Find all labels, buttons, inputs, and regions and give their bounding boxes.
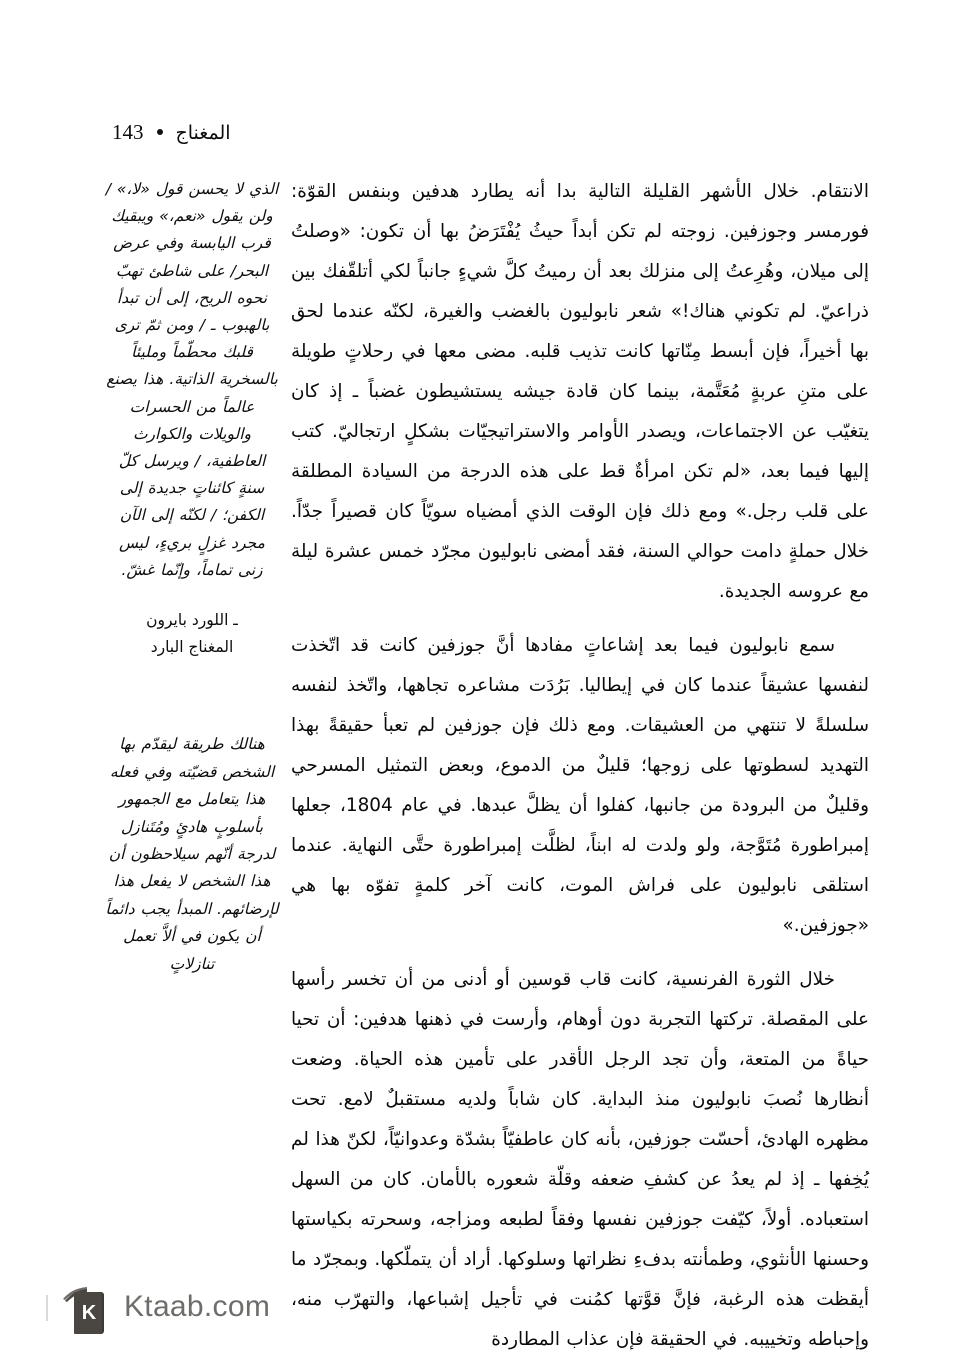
sidebar-spacer bbox=[104, 661, 280, 731]
main-text-column bbox=[291, 172, 869, 1360]
sidebar-quote-column bbox=[104, 176, 280, 978]
epigraph-attribution bbox=[104, 607, 280, 661]
page-number: 143 bbox=[112, 120, 144, 144]
epigraph-attribution-author: ـ اللورد بايرون bbox=[146, 611, 238, 630]
bullet-dot-icon bbox=[157, 129, 163, 135]
epigraph-attribution-source: المغناج البارد bbox=[150, 638, 234, 657]
marginal-note-text: هنالك طريقة ليقدّم بها الشخص قضيّته وفي فعله هذا يتعامل مع الجمهور بأسلوبٍ هادئٍ ومُتَنازل لدرجة أنّهم سيلاحظون أن هذا الشخص لا يفعل هذا لإرضائهم. المبدأ يجب دائماً أن يكون في ألاَّ تعمل تنازلاتٍ bbox=[105, 735, 279, 973]
open-book-icon bbox=[62, 1280, 110, 1334]
epigraph-poem-text: الذي لا يحسن قول «لا،» / ولن يقول «نعم،» ويبقيك قرب اليابسة وفي عرض البحر/ على شاطئ تهبّ نحوه الريح، إلى أن تبدأ بالهبوب ـ / ومن ثمّ ترى قلبك محطّماً ومليئاً بالسخرية الذاتية. هذا يصنع عالماً من الحسرات والويلات والكوارث العاطفية، / ويرسل كلّ سنةٍ كائناتٍ جديدة إلى الكفن؛ / لكنّه إلى الآن مجرد غزلٍ بريءٍ، ليس زنى تماماً، وإنّما غشّ. bbox=[105, 180, 279, 579]
body-paragraph: سمع نابوليون فيما بعد إشاعاتٍ مفادها أنَّ جوزفين كانت قد اتّخذت لنفسها عشيقاً عندما كان في إيطاليا. بَرُدَت مشاعره تجاهها، واتّخذ لنفسه سلسلةً لا تنتهي من العشيقات. ومع ذلك فإن جوزفين لم تعبأ حقيقةً بهذا التهديد لسطوتها على زوجها؛ قليلٌ من الدموع، وبعض التمثيل المسرحي وقليلٌ من البرودة من جانبها، كفلوا أن يظلَّ عبدها. في عام 1804، جعلها إمبراطورة مُتَوَّجة، ولو ولدت له ابناً، لظلَّت إمبراطورة حتَّى النهاية. عندما استلقى نابوليون على فراش الموت، كانت آخر كلمةٍ تفوّه بها هي «جوزفين.» bbox=[291, 635, 869, 936]
epigraph-block bbox=[104, 176, 280, 661]
logo-letter: K bbox=[81, 1302, 97, 1324]
page-edge-tick bbox=[46, 1295, 48, 1321]
site-wordmark: Ktaab.com bbox=[124, 1290, 271, 1323]
body-paragraph: خلال الثورة الفرنسية، كانت قاب قوسين أو أدنى من أن تخسر رأسها على المقصلة. تركتها التجربة دون أوهام، وأرست في ذهنها هدفين: أن تحيا حياةً من المتعة، وأن تجد الرجل الأقدر على تأمين هذه الحياة. وضعت أنظارها نُصبَ نابوليون منذ البداية. كان شاباً ولديه مستقبلٌ لامع. تحت مظهره الهادئ، أحسّت جوزفين، بأنه كان عاطفيّاً بشدّة وعدوانيّاً، لكنّ هذا لم يُخِفها ـ إذ لم يعدُ عن كشفِ ضعفه وقلّة شعوره بالأمان. كان من السهل استعباده. أولاً، كيّفت جوزفين نفسها وفقاً لطبعه ومزاجه، وسحرته بكياستها وحسنها الأنثوي، وطمأنته بدفءِ نظراتها وسلوكها. أراد أن يتملّكها. وبمجرّد ما أيقظت هذه الرغبة، فإنَّ قوَّتها كمُنت في تأجيل إشباعها، والتهرّب منه، وإحباطه وتخييبه. في الحقيقة فإن عذاب المطاردة bbox=[291, 969, 869, 1350]
site-watermark bbox=[62, 1280, 270, 1334]
running-head bbox=[112, 122, 432, 143]
body-paragraph: الانتقام. خلال الأشهر القليلة التالية بدا أنه يطارد هدفين وبنفس القوّة: فورمسر وجوزفين. زوجته لم تكن أبداً حيثُ يُفْتَرَضُ بها أن تكون: «وصلتُ إلى ميلان، وهُرِعتُ إلى منزلك بعد أن رميتُ كلَّ شيءٍ جانباً لكي أتلقّفك بين ذراعيّ. لم تكوني هناك!» شعر نابوليون بالغضب والغيرة، لكنّه عندما لحق بها أخيراً، فإن أبسط مِنّاتها كانت تذيب قلبه. مضى معها في رحلاتٍ طويلة على متنِ عربةٍ مُعَتَّمة، بينما كان قادة جيشه يستشيطون غضباً ـ إذ كان يتغيّب عن الاجتماعات، ويصدر الأوامر والاستراتيجيّات بشكلٍ ارتجاليّ. كتب إليها فيما بعد، «لم تكن امرأةٌ قط على هذه الدرجة من السيادة المطلقة على قلب رجل.» ومع ذلك فإن الوقت الذي أمضياه سويّاً كان قصيراً جدّاً. خلال حملةٍ دامت حوالي السنة، فقد أمضى نابوليون مجرّد خمس عشرة ليلة مع عروسه الجديدة. bbox=[291, 181, 869, 602]
marginal-note-block bbox=[104, 731, 280, 978]
running-head-book-title: المغناج bbox=[175, 122, 231, 144]
